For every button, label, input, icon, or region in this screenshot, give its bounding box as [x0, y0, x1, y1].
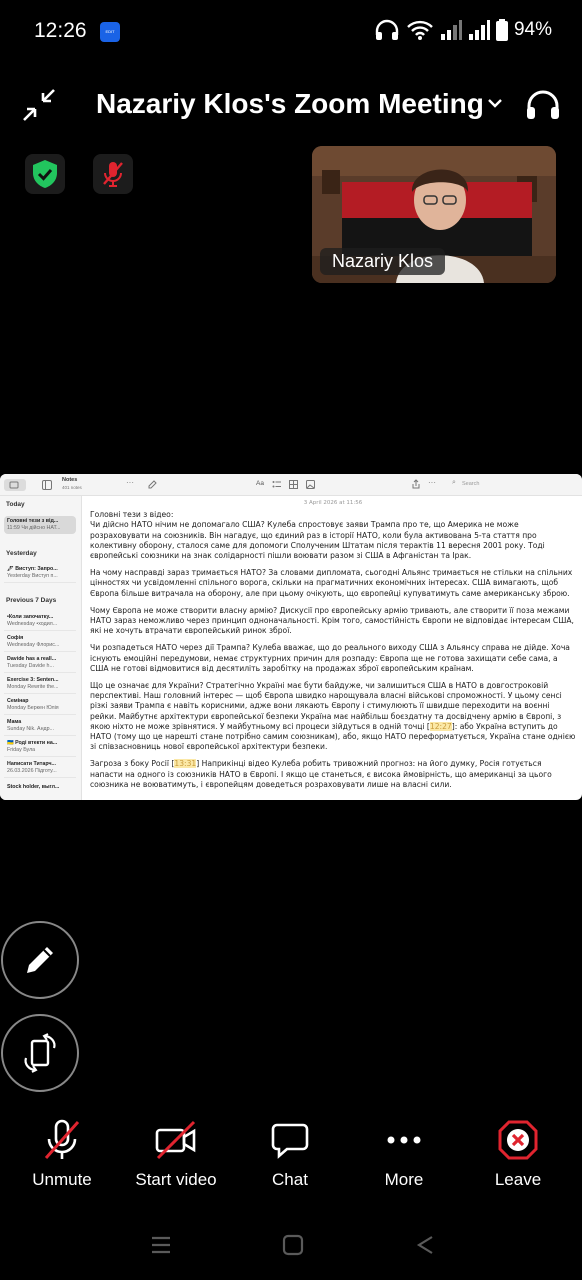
note-paragraph: Загроза з боку Росії [13:31] Наприкінці відео Кулеба робить тривожний прогноз: на його думку, Росія готується напасти на одного із союзників НАТО в Європі. І якщо це станеться, є висока ймовірність, що американці за цього союзника не воюватимуть, і європейцям доведеться розраховувати лише на власні сили. [90, 759, 552, 789]
recent-apps-icon [150, 1234, 172, 1256]
unmute-button[interactable] [7, 1118, 117, 1198]
timestamp-link[interactable]: 13:31 [174, 759, 197, 769]
note-paragraph: Що це означає для України? Стратегічно Україні має бути байдуже, чи залишиться США в НАТО в довгостроковій перспективі. Наш головний інтерес — щоб Європа швидко нарощувала власні військові спроможності. У цьому сенсі різкі заяви Трампа є навіть корисними, адже вони лякають Європу і стимулюють її швидше переходити на воєнні рейки. Майбутнє архітектури європейської безпеки Україна має найбільш боєздатну та досвідчену армію в Європі, з якою ніхто не може зрівнятися. У майбутньому всі процеси зійдуться в одній точці [12:27]: або Україна вступить до НАТО (тому що це нарешті стане потрібно самим союзникам), або, якщо НАТО переформатується, Україна стане однією зі співзасновниць нової європейської архітектури безпеки. [90, 681, 576, 752]
more-dots-icon [386, 1135, 422, 1145]
more-menu-icon[interactable]: ··· [428, 478, 436, 487]
home-button[interactable] [278, 1230, 308, 1260]
rotate-phone-icon [21, 1032, 59, 1074]
section-today: Today [6, 501, 25, 508]
shield-check-icon [31, 159, 59, 189]
system-nav-bar [0, 1216, 582, 1272]
note-paragraph: Чому Європа не може створити власну армію? Дискусії про європейську армію тривають, але створити її поза межами НАТО зараз неможливо через принцип одноначальності. Крім того, самостійність Європи не відповідає інтересам США, які не хочуть втрачати європейський ринок зброї. [90, 605, 574, 636]
leave-button[interactable] [463, 1118, 573, 1198]
more-options-icon[interactable]: ··· [126, 478, 134, 487]
section-previous-7-days: Previous 7 Days [6, 597, 57, 604]
start-video-label: Start video [135, 1170, 217, 1189]
participant-name-label: Nazariy Klos [320, 248, 445, 275]
note-paragraph: Головні тези з відео: Чи дійсно НАТО нічим не допомагало США? Кулеба спростовує заяви Трампа про те, що Америка не може розраховувати на союзників. Він нагадує, що єдиний раз в історії НАТО, коли була активована 5-та стаття про колективну оборону, сталося саме для допомоги Сполученим Штатам після терактів 11 вересня 2001 року. Тоді європейські союзники на знак солідарності пішли воювати разом зі США в Афганістан та Ірак. [90, 510, 545, 561]
participant-video-tile[interactable] [312, 146, 556, 283]
pencil-icon [23, 943, 57, 977]
signal-icon-2 [468, 19, 490, 41]
compose-icon[interactable] [148, 480, 157, 489]
shared-screen[interactable] [0, 474, 582, 800]
meeting-toolbar [0, 1118, 582, 1198]
back-icon [414, 1234, 436, 1256]
note-list-item[interactable]: 🇺🇦 Роді втекти на... Friday Була [4, 738, 76, 757]
note-date: 3 April 2026 at 11:56 [303, 500, 363, 506]
table-icon[interactable] [289, 480, 298, 489]
note-list-item[interactable]: Написати Титарч... 26.03.2026 Підготу... [4, 759, 76, 778]
section-yesterday: Yesterday [6, 550, 37, 557]
search-icon: ⌕ [452, 479, 456, 486]
meeting-title[interactable]: Nazariy Klos's Zoom Meeting [96, 88, 484, 119]
leave-icon [497, 1119, 539, 1161]
chevron-down-icon[interactable] [486, 94, 504, 112]
note-list-item[interactable]: Головні тези з від... 11:59 Чи дійсно НАТ... [4, 516, 76, 534]
status-bar [0, 0, 582, 64]
note-list-item[interactable]: Семінар Monday Беркен Юлія [4, 696, 76, 715]
home-icon [282, 1234, 304, 1256]
chat-bubble-icon [271, 1121, 309, 1159]
signal-icon-1 [440, 19, 462, 41]
leave-label: Leave [494, 1170, 542, 1189]
meeting-header [0, 80, 582, 130]
battery-percent: 94% [513, 19, 552, 40]
chat-label: Chat [272, 1170, 308, 1189]
note-list-item[interactable]: •Коли започатку... Wednesday •ходил... [4, 612, 76, 631]
mic-off-icon [42, 1118, 82, 1162]
wifi-icon [406, 19, 434, 41]
minimize-meeting-button[interactable] [20, 86, 58, 124]
headphones-icon [524, 86, 562, 124]
unmute-label: Unmute [32, 1170, 92, 1189]
note-body[interactable] [90, 498, 576, 798]
annotate-button[interactable] [1, 921, 79, 999]
note-list-item[interactable]: Stock holder, выгл... [7, 784, 60, 790]
rotate-screen-button[interactable] [1, 1014, 79, 1092]
mic-muted-indicator [93, 154, 133, 194]
notes-count: 401 notes [62, 485, 82, 490]
notes-app-title: Notes [62, 477, 78, 483]
back-button[interactable] [410, 1230, 440, 1260]
sidebar-toggle-icon[interactable] [4, 479, 26, 491]
timestamp-link[interactable]: 12:27 [429, 721, 452, 731]
chat-button[interactable] [235, 1118, 345, 1198]
audio-output-button[interactable] [524, 86, 562, 124]
note-list-item[interactable]: Мама Sunday Nik. Андр... [4, 717, 76, 736]
note-list-item[interactable]: Софія Wednesday Флорис... [4, 633, 76, 652]
battery-icon [496, 19, 508, 41]
minimize-arrows-icon [20, 86, 58, 124]
share-icon[interactable] [412, 479, 420, 489]
font-format-button[interactable]: Aa [256, 480, 264, 487]
note-list-item[interactable]: 🖊 Виступ: Запро... Yesterday Виступ п... [4, 564, 76, 583]
more-label: More [384, 1170, 424, 1189]
start-video-button[interactable] [121, 1118, 231, 1198]
recent-apps-button[interactable] [146, 1230, 176, 1260]
search-placeholder[interactable]: Search [462, 481, 480, 487]
note-list-item[interactable]: Davide has a reall... Tuesday Davide h... [4, 654, 76, 673]
mic-muted-icon [101, 160, 125, 188]
notification-app-icon: EDIT [100, 22, 120, 42]
note-paragraph: На чому насправді зараз тримається НАТО? За словами дипломата, сьогодні Альянс тримається не стільки на спільних цінностях чи усвідомленні спільного ворога, скільки на прагматичних економічних інтересах. США вимагають, щоб Європа більше витрачала на оборону, але при цьому очікують, що європейці купуватимуть саме американську зброю. [90, 568, 573, 598]
note-list-item[interactable]: Exercise 3: Senten... Monday Rewrite the... [4, 675, 76, 694]
panel-toggle-icon[interactable] [42, 480, 52, 490]
notes-sidebar [0, 496, 82, 800]
security-button[interactable] [25, 154, 65, 194]
checklist-icon[interactable] [272, 480, 281, 489]
note-paragraph: Чи розпадеться НАТО через дії Трампа? Кулеба вважає, що до реального виходу США з Альянсу справа не дійде. Хоча існують емоційні передумови, немає структурних причин для розпаду: Європа ще не готова захищати себе сама, а США не готові відмовитися від десятиліть заробітку на продажах зброї європейським країнам. [90, 643, 570, 673]
media-icon[interactable] [306, 480, 315, 489]
video-off-icon [154, 1120, 198, 1160]
status-icons [374, 19, 552, 41]
more-button[interactable] [349, 1118, 459, 1198]
notes-toolbar [0, 474, 582, 496]
status-time: 12:26 [34, 19, 87, 42]
headphones-status-icon [374, 19, 400, 41]
